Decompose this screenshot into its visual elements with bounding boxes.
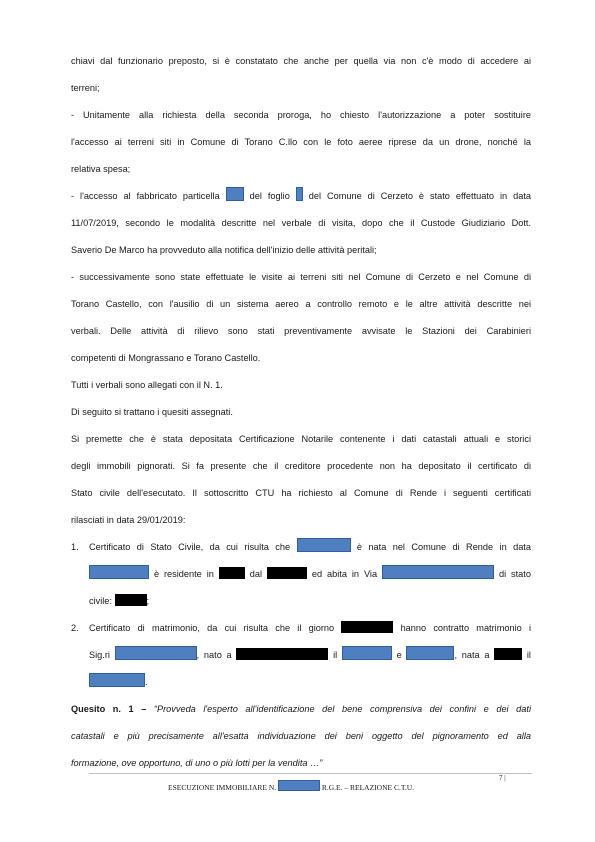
list-line xyxy=(89,534,531,561)
redaction-box xyxy=(406,646,454,660)
paragraph-line: Stato civile dell'esecutato. Il sottoscritto CTU ha richiesto al Comune di Rende i seguenti certificati xyxy=(71,488,531,498)
text-fragment: ; xyxy=(146,596,150,606)
list-line xyxy=(89,588,531,615)
paragraph-line xyxy=(71,183,531,210)
quesito-line xyxy=(71,696,531,723)
text-fragment: civile: xyxy=(89,596,112,606)
paragraph-line: l'accesso ai terreni siti in Comune di Torano C.llo con le foto aeree riprese da un drone, nonché la xyxy=(71,137,531,147)
list-line xyxy=(89,669,531,696)
redaction-box xyxy=(267,567,307,579)
text-fragment: , nata a xyxy=(454,650,490,660)
text-fragment: , nato a xyxy=(196,650,232,660)
footer-right: R.G.E. – RELAZIONE C.T.U. xyxy=(321,783,415,792)
paragraph-line: - successivamente sono state effettuate le visite ai terreni siti nel Comune di Cerzeto e nel Comune di xyxy=(71,272,531,282)
paragraph-line: degli immobili pignorati. Si fa presente che il creditore procedente non ha depositato il certificato di xyxy=(71,461,531,471)
redaction-box xyxy=(382,565,494,579)
paragraph-line: terreni; xyxy=(71,83,100,93)
text-fragment: Sig.ri xyxy=(89,650,110,660)
list-line xyxy=(89,561,531,588)
paragraph-line: Di seguito si trattano i quesiti assegnati. xyxy=(71,407,233,417)
paragraph-line: rilasciati in data 29/01/2019: xyxy=(71,515,186,525)
list-item xyxy=(71,615,531,696)
redaction-box xyxy=(89,565,149,579)
text-fragment: il xyxy=(526,650,531,660)
text-fragment: ed abita in Via xyxy=(311,569,378,579)
report-body xyxy=(71,48,531,777)
redaction-box xyxy=(494,648,522,660)
list-line xyxy=(89,642,531,669)
text-fragment: del Comune di Cerzeto è stato effettuato in data xyxy=(308,191,531,201)
quesito-dash: – xyxy=(133,704,154,714)
text-fragment: di stato xyxy=(498,569,531,579)
redaction-box xyxy=(115,646,197,660)
footer-left: ESECUZIONE IMMOBILIARE N. xyxy=(168,783,277,792)
text-fragment: . xyxy=(145,677,148,687)
redaction-box xyxy=(278,780,320,791)
redaction-box xyxy=(297,538,351,552)
redaction-box xyxy=(296,187,303,201)
paragraph-line: verbali. Delle attività di rilievo sono stati preventivamente avvisate le Stazioni dei Carabinieri xyxy=(71,326,531,336)
text-fragment: - l'accesso al fabbricato particella xyxy=(71,191,220,201)
redaction-box xyxy=(342,646,392,660)
quesito-line: catastali e più precisamente all'esatta individuazione dei beni oggetto del pignoramento ed alla xyxy=(71,731,531,741)
list-number: 2. xyxy=(71,623,79,633)
paragraph-line: - Unitamente alla richiesta della seconda proroga, ho chiesto l'autorizzazione a poter sostituire xyxy=(71,110,531,120)
page-number: 7 | xyxy=(499,774,506,782)
text-fragment: dal xyxy=(249,569,262,579)
paragraph-line: chiavi dal funzionario preposto, si è constatato che anche per quella via non c'è modo di accedere ai xyxy=(71,56,531,66)
paragraph-line: 11/07/2019, secondo le modalità descritte nel verbale di visita, dopo che il Custode Giudiziario Dott. xyxy=(71,218,531,228)
paragraph-line: competenti di Mongrassano e Torano Castello. xyxy=(71,353,261,363)
text-fragment: Certificato di matrimonio, da cui risulta che il giorno xyxy=(89,623,335,633)
quesito-label: Quesito n. 1 xyxy=(71,704,134,714)
text-fragment: del foglio xyxy=(249,191,290,201)
redaction-box xyxy=(226,187,244,201)
text-fragment: è nata nel Comune di Rende in data xyxy=(356,542,531,552)
text-fragment: e xyxy=(396,650,402,660)
page-footer xyxy=(168,780,414,792)
list-number: 1. xyxy=(71,542,79,552)
paragraph-line: Torano Castello, con l'ausilio di un sistema aereo a controllo remoto e le altre attività descritte nei xyxy=(71,299,531,309)
quesito-text: “Provveda l'esperto all'identificazione del bene comprensiva dei confini e dei dati xyxy=(153,704,531,714)
quesito-line: formazione, ove opportuno, di uno o più lotti per la vendita …” xyxy=(71,758,323,768)
text-fragment: il xyxy=(333,650,338,660)
footer-divider xyxy=(89,773,532,774)
paragraph-line: Si premette che è stata depositata Certificazione Notarile contenente i dati catastali attuali e storici xyxy=(71,434,531,444)
redaction-box xyxy=(115,594,147,606)
text-fragment: hanno contratto matrimonio i xyxy=(400,623,531,633)
redaction-box xyxy=(341,621,393,633)
paragraph-line: relativa spesa; xyxy=(71,164,131,174)
redaction-box xyxy=(236,648,328,660)
text-fragment: Certificato di Stato Civile, da cui risulta che xyxy=(89,542,291,552)
redaction-box xyxy=(219,567,245,579)
text-fragment: è residente in xyxy=(153,569,214,579)
redaction-box xyxy=(89,673,145,687)
list-item xyxy=(71,534,531,615)
paragraph-line: Saverio De Marco ha provveduto alla notifica dell'inizio delle attività peritali; xyxy=(71,245,377,255)
paragraph-line: Tutti i verbali sono allegati con il N. 1. xyxy=(71,380,223,390)
list-line xyxy=(89,615,531,642)
